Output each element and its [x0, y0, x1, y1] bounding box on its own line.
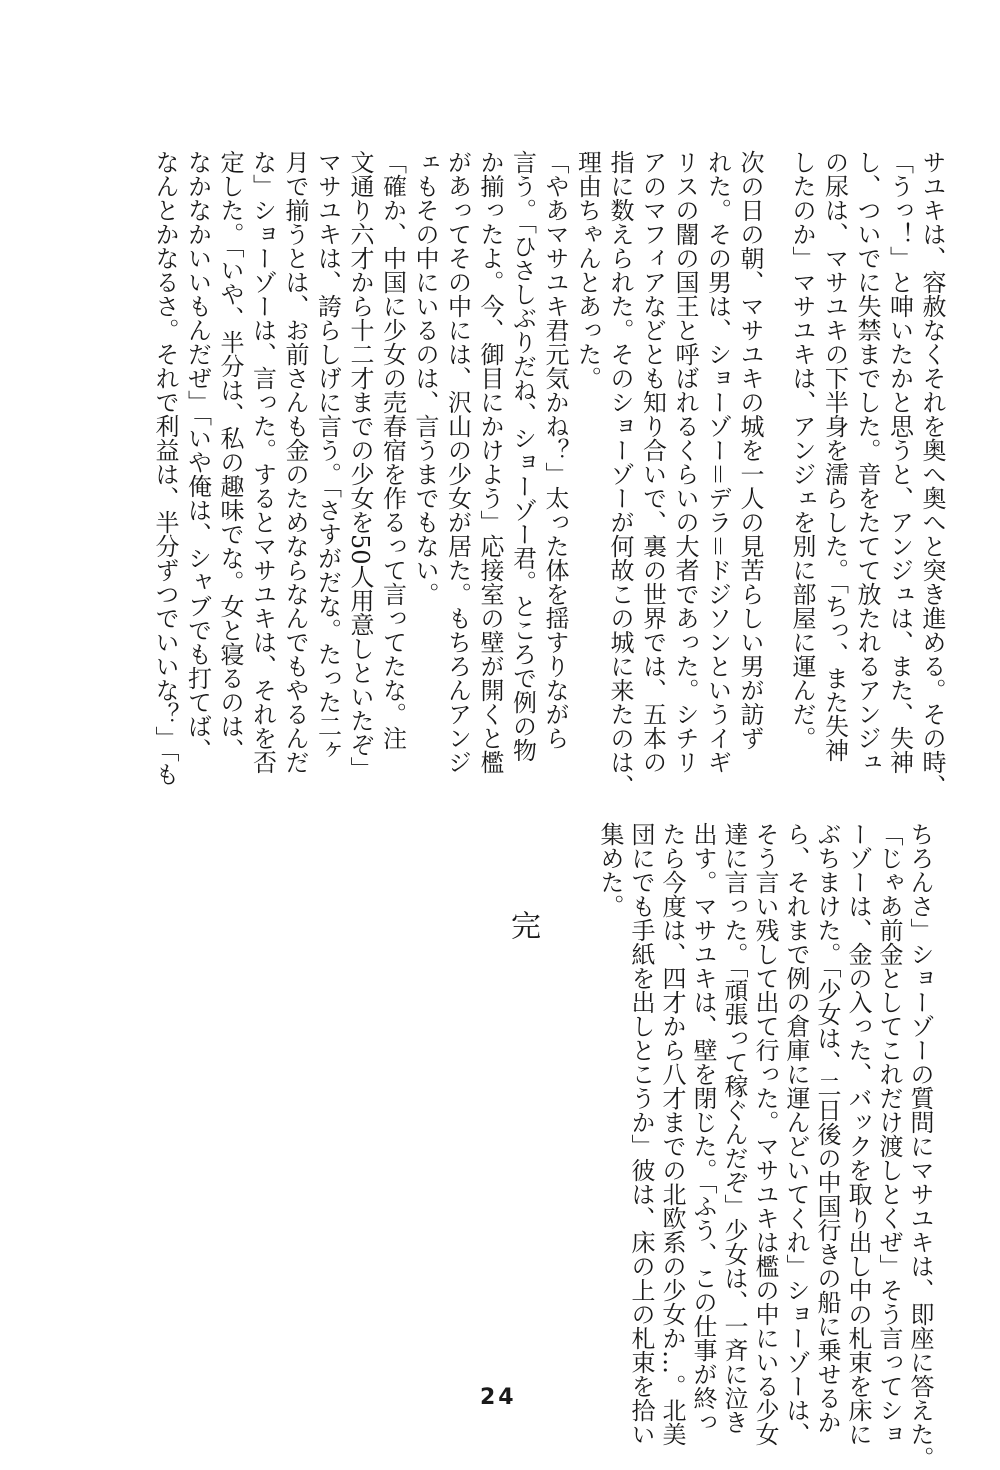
lower-text-line: ぶちまけた。「少女は、二日後の中国行きの船に乗せるか	[813, 822, 841, 1434]
upper-text-line: アのマフィアなどとも知り合いで、裏の世界では、五本の	[638, 150, 667, 774]
upper-text-line: なんとかなるさ。それで利益は、半分ずつでいいな？」「も	[151, 150, 179, 786]
lower-text-line: たら今度は、四才から八才までの北欧系の少女か…。北美	[658, 822, 686, 1446]
upper-text-line: 次の日の朝、マサユキの城を一人の見苦らしい男が訪ず	[736, 150, 764, 750]
lower-text-line: 「じゃあ前金としてこれだけ渡しとくぜ」そう言ってショ	[875, 822, 903, 1446]
upper-text-line: れた。その男は、ショーゾー＝デラ＝ドジソンというイギ	[703, 150, 732, 774]
upper-text-line: し、ついでに失禁までした。音をたてて放たれるアンジュ	[853, 150, 881, 774]
lower-text-line: 集めた。	[596, 822, 624, 918]
upper-text-line: サユキは、容赦なくそれを奥へ奥へと突き進める。その時、	[918, 150, 946, 798]
upper-text-line: 理由ちゃんとあった。	[573, 150, 602, 390]
upper-text-line: マサユキは、誇らしげに言う。「さすがだな。たった二ヶ	[313, 150, 342, 762]
lower-text-line: ちろんさ」ショーゾーの質問にマサユキは、即座に答えた。	[906, 822, 934, 1470]
lower-text-line: 出す。マサユキは、壁を閉じた。「ふう、この仕事が終っ	[689, 822, 717, 1434]
upper-text-line: の尿は、マサユキの下半身を濡らした。「ちっ、また失神	[820, 150, 849, 762]
page-number: 24	[480, 1385, 517, 1410]
lower-text-line: そう言い残して出て行った。マサユキは檻の中にいる少女	[751, 822, 779, 1446]
upper-text-line: があってその中には、沢山の少女が居た。もちろんアンジ	[443, 150, 472, 774]
upper-text-line: 「うっ！」と呻いたかと思うと、アンジュは、また、失神	[885, 150, 914, 774]
upper-text-line: 「やあマサユキ君元気かね？」太った体を揺すりながら	[541, 150, 569, 750]
upper-text-line: 言う。「ひさしぶりだね、ショーゾー君。ところで例の物	[508, 150, 537, 762]
upper-text-line: 文通り六才から十二才までの少女を50人用意しといたぞ」	[346, 150, 374, 781]
lower-text-line: 団にでも手紙を出しとこうか」彼は、床の上の札束を拾い	[627, 822, 655, 1446]
upper-text-line: 「確か、中国に少女の売春宿を作るって言ってたな。注	[378, 150, 407, 750]
upper-text-line: したのか」マサユキは、アンジェを別に部屋に運んだ。	[788, 150, 816, 750]
lower-text-line: ら、それまで例の倉庫に運んどいてくれ」ショーゾーは、	[782, 822, 810, 1446]
upper-text-line: 指に数えられた。そのショーゾーが何故この城に来たのは、	[606, 150, 634, 798]
upper-text-line: 月で揃うとは、お前さんも金のためならなんでもやるんだ	[281, 150, 309, 774]
upper-text-line: ェもその中にいるのは、言うまでもない。	[411, 150, 439, 606]
upper-text-line: なかなかいいもんだぜ」「いや俺は、シャブでも打てば、	[183, 150, 212, 762]
upper-text-line: な」ショーゾーは、言った。するとマサユキは、それを否	[248, 150, 277, 774]
upper-text-line: リスの闇の国王と呼ばれるくらいの大者であった。シチリ	[671, 150, 699, 774]
lower-text-line: ーゾーは、金の入った、バックを取り出し中の札束を床に	[844, 822, 872, 1446]
lower-text-line: 達に言った。「頑張って稼ぐんだぞ」少女は、一斉に泣き	[720, 822, 748, 1434]
upper-text-line: か揃ったよ。今、御目にかけよう」応接室の壁が開くと檻	[476, 150, 504, 774]
end-mark: 完	[505, 910, 540, 940]
upper-text-line: 定した。「いや、半分は、私の趣味でな。女と寝るのは、	[216, 150, 244, 762]
